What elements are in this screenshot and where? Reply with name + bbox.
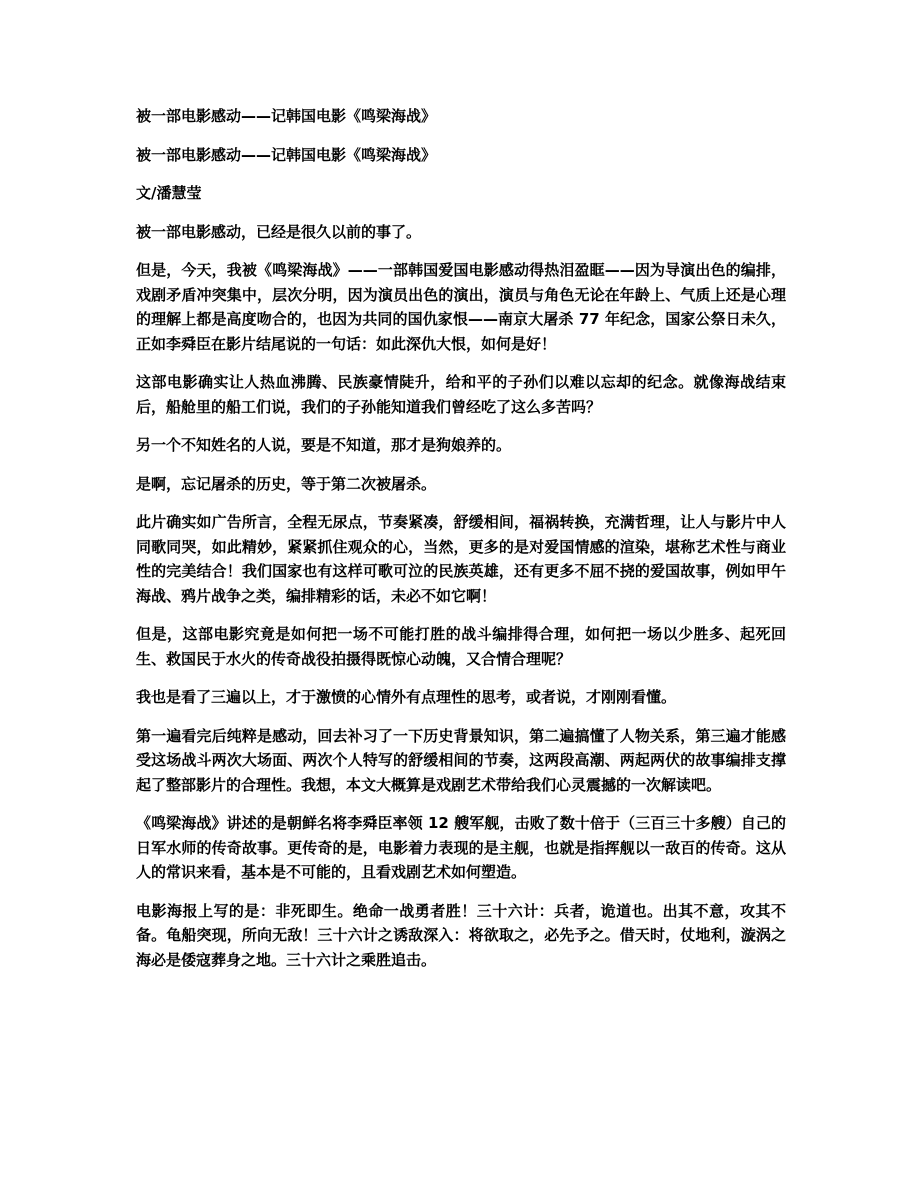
document-page [136,104,786,986]
paragraph: 另一个不知姓名的人说，要是不知道，那才是狗娘养的。 [136,436,512,454]
paragraph: 被一部电影感动，已经是很久以前的事了。 [136,222,422,241]
paragraph: 第一遍看完后纯粹是感动，回去补习了一下历史背景知识，第二遍搞懂了人物关系，第三遍才能感受这场战斗两次大场面、两次个人特写的舒缓相间的节奏，这两段高潮、两起两伏的故事编排支撑起了整部影片的合理性。我想，本文大概算是戏剧艺术带给我们心灵震撼的一次解读吧。 [136,726,786,794]
document-title: 被一部电影感动——记韩国电影《鸣梁海战》 [136,107,437,125]
document-author: 文/潘慧莹 [136,184,202,202]
paragraph: 但是，今天，我被《鸣梁海战》——一部韩国爱国电影感动得热泪盈眶——因为导演出色的编排，戏剧矛盾冲突集中，层次分明，因为演员出色的演出，演员与角色无论在年龄上、气质上还是心理的理解上都是高度吻合的，也因为共同的国仇家恨——南京大屠杀 77 年纪念，国家公祭日未久，正如李舜臣在影片结尾说的一句话：如此深仇大恨，如何是好！ [136,261,786,353]
paragraph: 这部电影确实让人热血沸腾、民族豪情陡升，给和平的子孙们以难以忘却的纪念。就像海战结束后，船舱里的船工们说，我们的子孙能知道我们曾经吃了这么多苦吗？ [136,373,786,416]
paragraph: 《鸣梁海战》讲述的是朝鲜名将李舜臣率领 12 艘军舰，击败了数十倍于（三百三十多艘）自己的日军水师的传奇故事。更传奇的是，电影着力表现的是主舰，也就是指挥舰以一敌百的传奇。这从人的常识来看，基本是不可能的，且看戏剧艺术如何塑造。 [136,814,786,881]
paragraph: 电影海报上写的是：非死即生。绝命一战勇者胜！三十六计：兵者，诡道也。出其不意，攻其不备。龟船突现，所向无敌！三十六计之诱敌深入：将欲取之，必先予之。借天时，仗地利，漩涡之海必是倭寇葬身之地。三十六计之乘胜追击。 [136,901,786,969]
paragraph: 此片确实如广告所言，全程无尿点，节奏紧凑，舒缓相间，福祸转换，充满哲理，让人与影片中人同歌同哭，如此精妙，紧紧抓住观众的心，当然，更多的是对爱国情感的渲染，堪称艺术性与商业性的完美结合！我们国家也有这样可歌可泣的民族英雄，还有更多不屈不挠的爱国故事，例如甲午海战、鸦片战争之类，编排精彩的话，未必不如它啊！ [136,513,786,605]
document-title-repeat: 被一部电影感动——记韩国电影《鸣梁海战》 [136,145,437,164]
paragraph: 我也是看了三遍以上，才于激愤的心情外有点理性的思考，或者说，才刚刚看懂。 [136,688,677,706]
paragraph: 但是，这部电影究竟是如何把一场不可能打胜的战斗编排得合理，如何把一场以少胜多、起死回生、救国民于水火的传奇战役拍摄得既惊心动魄，又合情合理呢？ [136,625,786,668]
paragraph: 是啊，忘记屠杀的历史，等于第二次被屠杀。 [136,474,437,493]
